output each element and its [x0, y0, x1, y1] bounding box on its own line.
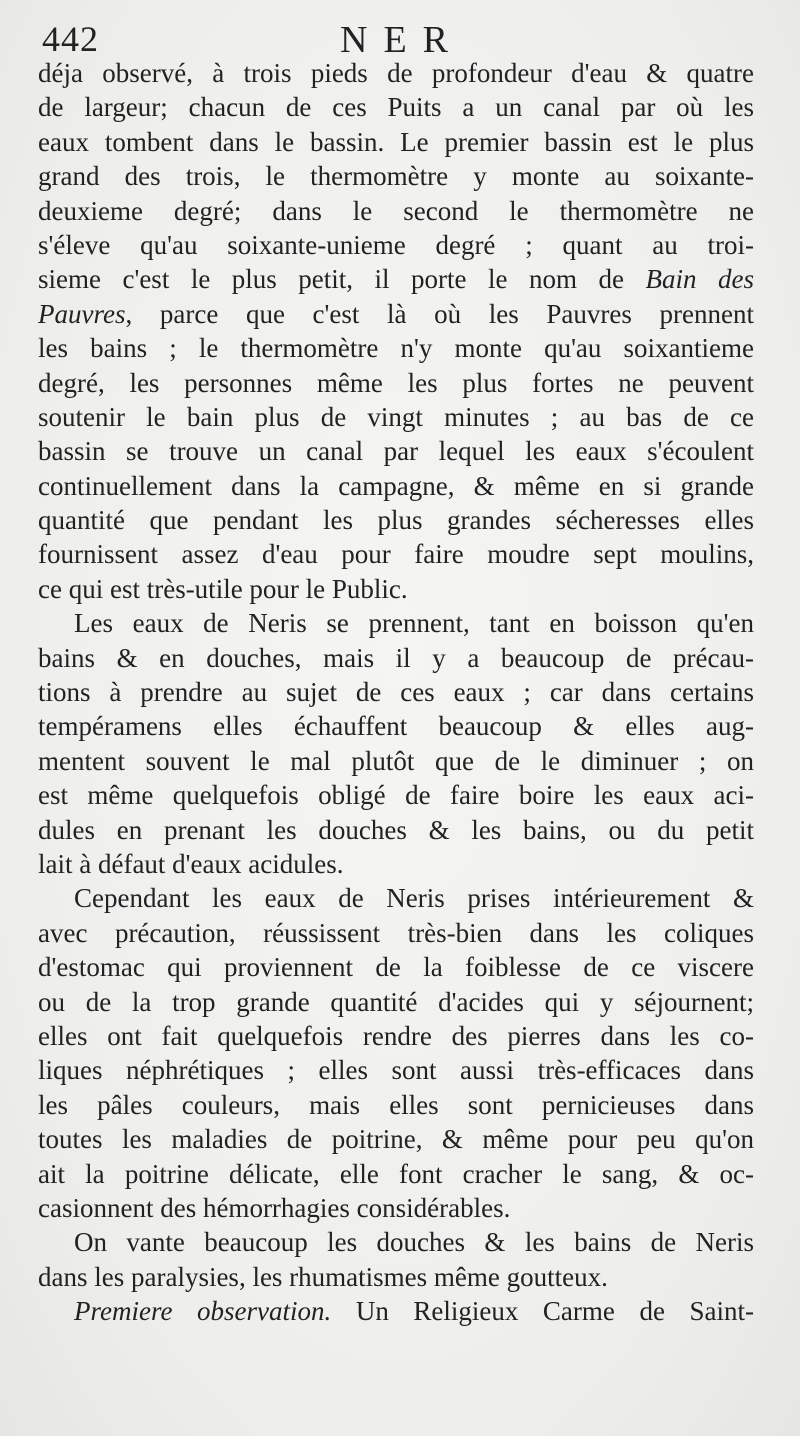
- text-line: toutes les maladies de poitrine, & même pour peu qu'on: [38, 1124, 754, 1155]
- text-line: [38, 262, 754, 296]
- text-line: quantité que pendant les plus grandes sécheresses elles: [38, 505, 754, 536]
- text-line: ait la poitrine délicate, elle font cracher le sang, & oc-: [38, 1158, 754, 1189]
- paragraph-5: [38, 1294, 754, 1328]
- paragraph-4: [38, 1225, 754, 1294]
- paragraph-2: [38, 606, 754, 881]
- text-line: Les eaux de Neris se prennent, tant en boisson qu'en: [74, 608, 754, 639]
- text-line: s'éleve qu'au soixante-unieme degré ; quant au troi-: [38, 229, 754, 260]
- text-line: continuellement dans la campagne, & même en si grande: [38, 470, 754, 501]
- text-line: degré, les personnes même les plus fortes ne peuvent: [38, 367, 754, 398]
- text-line: ce qui est très-utile pour le Public.: [38, 573, 408, 604]
- text-line: bassin se trouve un canal par lequel les eaux s'écoulent: [38, 436, 754, 467]
- text-line: les bains ; le thermomètre n'y monte qu'au soixantieme: [38, 333, 754, 364]
- text-line: Cependant les eaux de Neris prises intérieurement &: [74, 883, 754, 914]
- text-line: grand des trois, le thermomètre y monte au soixante-: [38, 161, 754, 192]
- text-segment: sieme c'est le plus petit, il porte le nom de: [38, 264, 624, 295]
- text-line: soutenir le bain plus de vingt minutes ; au bas de ce: [38, 401, 754, 432]
- text-line: Pauvres, parce que c'est là où les Pauvres prennent: [38, 298, 754, 329]
- text-line: mentent souvent le mal plutôt que de le diminuer ; on: [38, 745, 754, 776]
- paragraph-3: [38, 881, 754, 1225]
- italic-phrase: Pauvres: [38, 298, 126, 329]
- text-line: les pâles couleurs, mais elles sont pernicieuses dans: [38, 1089, 754, 1120]
- page-number: 442: [42, 19, 99, 59]
- text-line: d'estomac qui proviennent de la foiblesse de ce viscere: [38, 952, 754, 983]
- text-line: bains & en douches, mais il y a beaucoup de précau-: [38, 642, 754, 673]
- text-line: est même quelquefois obligé de faire boire les eaux aci-: [38, 780, 754, 811]
- italic-lead: Premiere observation.: [74, 1296, 332, 1327]
- running-head: NER: [340, 19, 464, 61]
- text-segment: Un Religieux Carme de Saint-: [331, 1296, 754, 1327]
- paragraph-1: [38, 56, 754, 606]
- text-line: déja observé, à trois pieds de profondeur d'eau & quatre: [38, 58, 754, 88]
- text-line: [38, 1294, 754, 1328]
- text-line: tempéramens elles échauffent beaucoup & elles aug-: [38, 711, 754, 742]
- text-line: liques néphrétiques ; elles sont aussi très-efficaces dans: [38, 1055, 754, 1086]
- text-line: On vante beaucoup les douches & les bains de Neris: [74, 1227, 754, 1258]
- text-line: ou de la trop grande quantité d'acides qui y séjournent;: [38, 986, 754, 1017]
- text-line: lait à défaut d'eaux acidules.: [38, 848, 344, 879]
- text-line: dules en prenant les douches & les bains, ou du petit: [38, 814, 754, 845]
- text-line: elles ont fait quelquefois rendre des pierres dans les co-: [38, 1020, 754, 1051]
- text-line: eaux tombent dans le bassin. Le premier bassin est le plus: [38, 126, 754, 157]
- text-line: tions à prendre au sujet de ces eaux ; car dans certains: [38, 677, 754, 708]
- text-line: casionnent des hémorrhagies considérables.: [38, 1192, 511, 1223]
- text-line: dans les paralysies, les rhumatismes même goutteux.: [38, 1261, 608, 1292]
- italic-phrase: Bain des: [645, 264, 754, 295]
- text-line: de largeur; chacun de ces Puits a un canal par où les: [38, 92, 754, 123]
- body-text: [38, 56, 754, 1328]
- text-line: fournissent assez d'eau pour faire moudre sept moulins,: [38, 539, 754, 570]
- text-line: deuxieme degré; dans le second le thermomètre ne: [38, 195, 754, 226]
- text-line: avec précaution, réussissent très-bien dans les coliques: [38, 917, 754, 948]
